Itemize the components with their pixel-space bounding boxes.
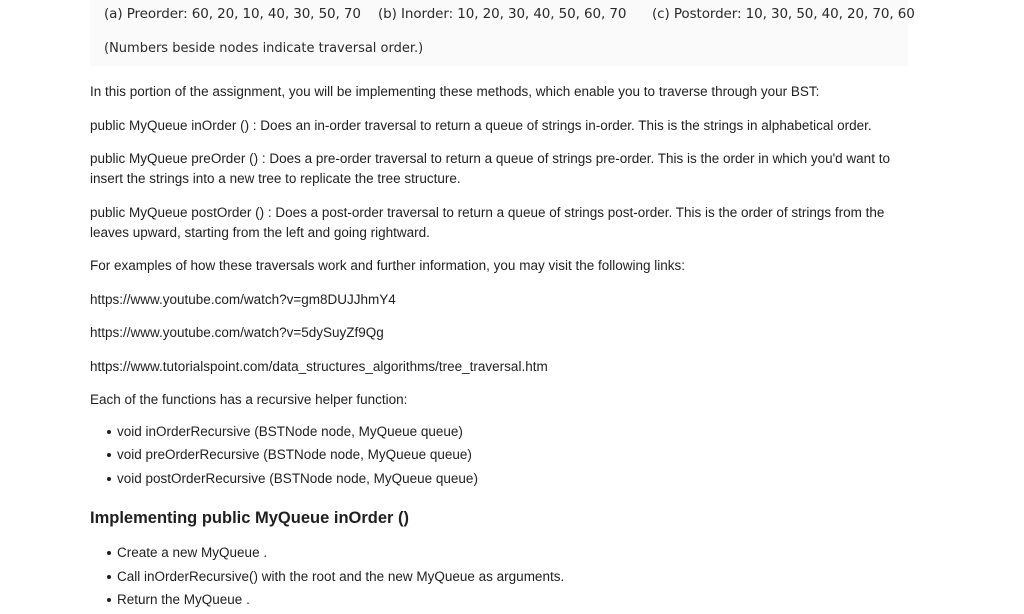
list-item: Call inOrderRecursive() with the root and the new MyQueue as arguments. [117,567,917,591]
preorder-description: public MyQueue preOrder () : Does a pre-order traversal to return a queue of strings pre-order. This is the order in which you'd want to insert the strings into a new tree to replicate the tree structure. [90,151,890,186]
link-youtube-2: https://www.youtube.com/watch?v=5dySuyZf9Qg [90,325,384,340]
link-youtube-1: https://www.youtube.com/watch?v=gm8DUJJhmY4 [90,291,396,307]
document-body [90,82,910,492]
list-item: void preOrderRecursive (BSTNode node, MyQueue queue) [117,445,910,469]
postorder-caption: (c) Postorder: 10, 30, 50, 40, 20, 70, 60 [652,6,915,22]
section-heading: Implementing public MyQueue inOrder () [90,509,410,527]
intro-paragraph: In this portion of the assignment, you will be implementing these methods, which enable you to traverse through your BST: [90,84,820,99]
helper-intro: Each of the functions has a recursive helper function: [90,392,408,407]
inorder-caption: (b) Inorder: 10, 20, 30, 40, 50, 60, 70 [378,6,627,22]
list-item: void inOrderRecursive (BSTNode node, MyQueue queue) [117,422,910,446]
preorder-caption: (a) Preorder: 60, 20, 10, 40, 30, 50, 70 [104,6,361,22]
list-item: Return the MyQueue . [117,590,917,614]
figure-caption [90,0,915,66]
figure-note: (Numbers beside nodes indicate traversal order.) [104,41,424,56]
postorder-description: public MyQueue postOrder () : Does a post-order traversal to return a queue of strings post-order. This is the order of strings from the leaves upward, starting from the left and going rightward. [90,204,885,240]
list-item: Create a new MyQueue . [117,543,917,567]
inorder-description: public MyQueue inOrder () : Does an in-order traversal to return a queue of strings in-order. This is the strings in alphabetical order. [90,117,872,133]
link-tutorialspoint: https://www.tutorialspoint.com/data_structures_algorithms/tree_traversal.htm [90,358,548,374]
steps-list [90,543,917,614]
list-item: void postOrderRecursive (BSTNode node, MyQueue queue) [117,469,910,493]
examples-intro: For examples of how these traversals work and further information, you may visit the following links: [90,258,686,273]
helper-list [90,422,910,493]
